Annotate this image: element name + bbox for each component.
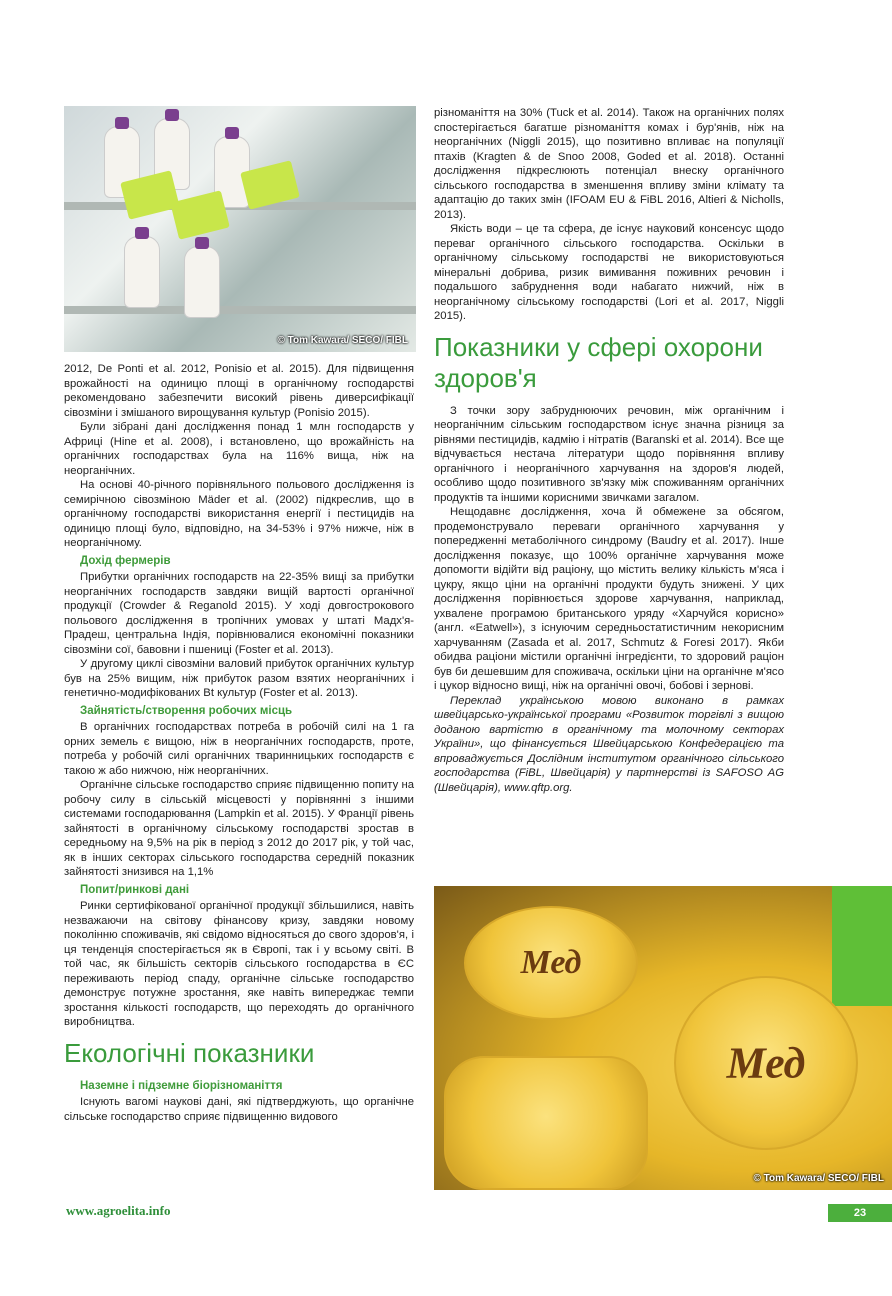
paragraph: Органічне сільське господарство сприяє підвищенню попиту на робочу силу в сільській місцевості у порівнянні з іншими системами господарювання (Lampkin et al. 2015). У Франції рівень зайнятості в органічному сільському господарстві зростав в середньому на 9,5% на рік в період з 2012 до 2017 рік, у той час, як в інших секторах сільського господарства середній показник зайнятості знизився на 1,1% bbox=[64, 779, 414, 878]
left-column bbox=[64, 362, 414, 1124]
website-link[interactable]: www.agroelita.info bbox=[66, 1203, 171, 1218]
shelf bbox=[64, 306, 416, 314]
paragraph: різноманіття на 30% (Tuck et al. 2014). Також на органічних полях спостерігається багатше різноманіття комах і бур'янів, ніж на неорганічних (Niggli 2015), що позитивно впливає на популяції птахів (Kragten & de Snoo 2008, Goded et al. 2018). Останні дослідження підкреслюють потенціал внеску органічного сільського господарства в зменшення впливу зміни клімату та адаптацію до таких змін (IFOAM EU & FiBL 2016, Altieri & Nicholls, 2013). bbox=[434, 107, 784, 221]
paragraph: Були зібрані дані дослідження понад 1 млн господарств у Африці (Hine et al. 2008), і встановлено, що врожайність на органічних господарствах була на 116% вища, ніж на неорганічних. bbox=[64, 421, 414, 477]
paragraph: Нещодавнє дослідження, хоча й обмежене за обсягом, продемонструвало переваги органічного харчування у попередженні метаболічного синдрому (Baudry et al. 2017). Інше дослідження показує, що 100% органічне харчування може допомогти відійти від раціону, що містить велику кількість м'яса і цукру, якщо ціни на органічні продукти будуть знижені. У цих дослідження порівнюється здорове харчування, наприклад, ухвалене програмою британського уряду «Харчуйся корисно» (англ. «Eatwell»), з існуючим середньостатистичним некорисним харчуванням (Zasada et al. 2017, Schmutz & Foresi 2017). Якби обидва раціони містили органічні інгредієнти, то здоровий раціон був би дешевшим для споживача, оскільки ціни на органічне м'ясо і цукор відносно вищі, ніж на органічні овочі, бобові і зернові. bbox=[434, 506, 784, 692]
honey-jar bbox=[444, 1056, 648, 1190]
honey-jars-photo bbox=[434, 886, 892, 1190]
paragraph: У другому циклі сівозміни валовий прибуток органічних культур був на 25% вищим, ніж прибуток разом взятих неорганічних і генетично-модифікованих Bt культур (Foster et al. 2013). bbox=[64, 658, 414, 699]
supermarket-photo bbox=[64, 106, 416, 352]
section-heading-health: Показники у сфері охорони здоров'я bbox=[434, 331, 763, 393]
green-package bbox=[832, 886, 892, 1006]
paragraph: З точки зору забруднюючих речовин, між органічним і неорганічним сільським господарством існує значна різниця за рівнями пестицидів, кадмію і нітратів (Baranski et al. 2014). Все ще відчувається нестача літератури щодо порівняння впливу органічного і неорганічного харчування на здоров'я людей, особливо щодо позитивного зв'язку між споживанням органічних продуктів та іншими корисними звичками загалом. bbox=[434, 404, 784, 504]
honey-jar bbox=[464, 906, 638, 1020]
section-heading-ecology: Екологічні показники bbox=[64, 1037, 315, 1068]
photo-credit: © Tom Kawara/ SECO/ FIBL bbox=[277, 335, 408, 346]
milk-bottle bbox=[184, 246, 220, 318]
subheading-biodiversity: Наземне і підземне біорізноманіття bbox=[80, 1079, 283, 1092]
right-column bbox=[434, 106, 784, 795]
paragraph: 2012, De Ponti et al. 2012, Ponisio et al. 2015). Для підвищення врожайності на одиницю площі в органічному господарстві рекомендовано забезпечити високий рівень диверсифікації сівозміни і змішаного вирощування культур (Ponisio 2015). bbox=[64, 363, 414, 419]
paragraph: Прибутки органічних господарств на 22-35% вищі за прибутки неорганічних господарств завдяки вищій вартості органічної продукції (Crowder & Reganold 2015). У ході довгострокового польового дослідження в тропічних умовах у штаті Мадх'я-Прадеш, центральна Індія, порівнювалися економічні показники сівозміни сої, бавовни і пшениці (Foster et al. 2013). bbox=[64, 571, 414, 656]
paragraph: Ринки сертифікованої органічної продукції збільшилися, навіть незважаючи на світову фінансову кризу, завдяки новому поколінню споживачів, які свідомо відносяться до свого здоров'я, і ця тенденція спостерігається як в Європі, так і у всьому світі. В той час, як більшість секторів сільського господарства в ЄС переживають період спаду, органічне сільське господарство демонструє потужне зростання, яке навіть випереджає темпи зростання кількості господарств, що переходять до органічного виробництва. bbox=[64, 900, 414, 1028]
translation-note: Переклад українською мовою виконано в рамках швейцарсько-української програми «Розвиток торгівлі з вищою доданою вартістю в органічному та молочному секторах України», що фінансується Швейцарською Конфедерацією та впроваджується Дослідним інститутом органічного сільського господарства (FiBL, Швейцарія) у партнерстві із SAFOSO AG (Швейцарія), www.qftp.org. bbox=[434, 694, 784, 794]
subheading-market: Попит/ринкові дані bbox=[80, 883, 190, 896]
subheading-jobs: Зайнятість/створення робочих місць bbox=[80, 704, 293, 717]
jar-label: Мед bbox=[520, 944, 582, 981]
page-number: 23 bbox=[828, 1204, 892, 1222]
honey-jar bbox=[674, 976, 858, 1150]
milk-bottle bbox=[124, 236, 160, 308]
paragraph: Існують вагомі наукові дані, які підтверджують, що органічне сільське господарство сприяє підвищенню видового bbox=[64, 1096, 414, 1123]
organic-price-tag bbox=[170, 190, 230, 239]
paragraph: В органічних господарствах потреба в робочій силі на 1 га орних земель є вищою, ніж в неорганічних господарств, проте, потреба у робочій силі органічних тваринницьких господарств є такою ж або нижчою, ніж неорганічних. bbox=[64, 721, 414, 777]
subheading-income: Дохід фермерів bbox=[80, 554, 171, 567]
paragraph: Якість води – це та сфера, де існує науковий консенсус щодо переваг органічного сільського господарства. Оскільки в органічному сільському господарстві не використовуються мінеральні добрива, ризик вимивання поживних речовин і подальшого забруднення води набагато нижчий, ніж в неорганічному сільському господарстві (Lori et al. 2017, Niggli 2015). bbox=[434, 223, 784, 322]
photo-credit: © Tom Kawara/ SECO/ FIBL bbox=[753, 1173, 884, 1184]
jar-label: Мед bbox=[726, 1038, 806, 1088]
paragraph: На основі 40-річного порівняльного польового дослідження із семирічною сівозміною Mäder et al. (2002) підкреслив, що в органічному господарстві використання енергії і пестицидів на одиницю площі було, відповідно, на 34-53% і 97% нижче, ніж в неорганічному. bbox=[64, 479, 414, 549]
